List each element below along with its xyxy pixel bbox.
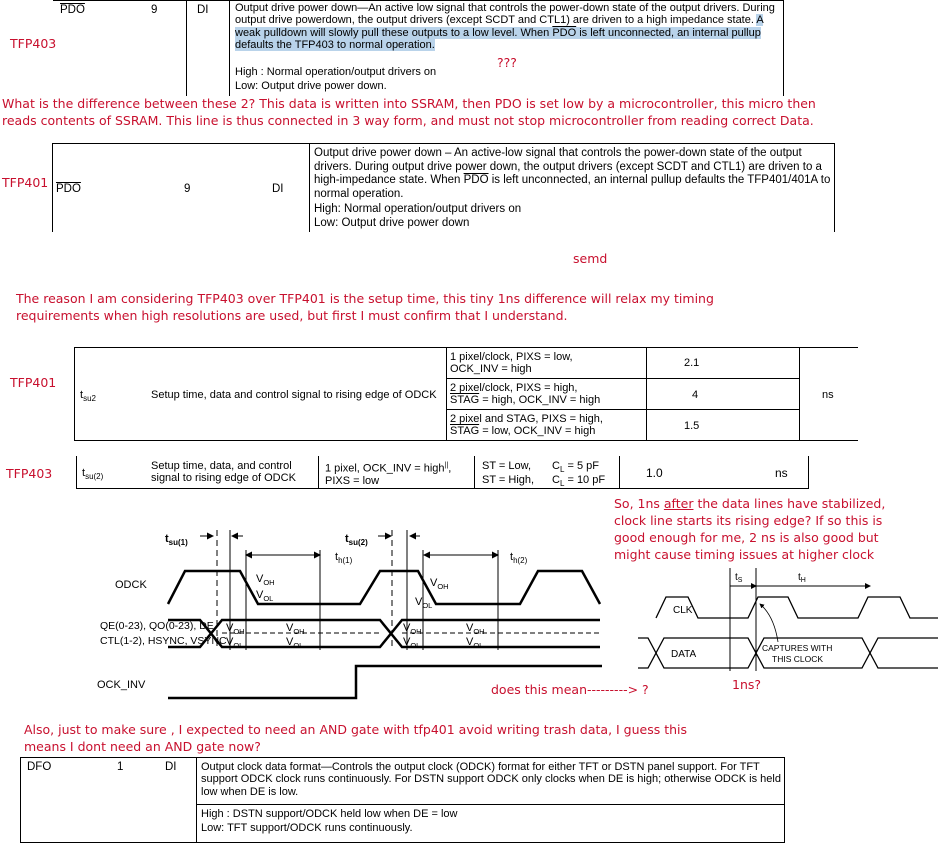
data-label: DATA xyxy=(671,649,697,660)
annotation-reason: The reason I am considering TFP403 over TFP401 is the setup time, this tiny 1ns difference will relax my timing requirements when high resolutions are used, but first I must confirm that I understand. xyxy=(16,291,714,323)
tsu403-unit: ns xyxy=(775,466,788,480)
pdo403-type: DI xyxy=(197,4,209,16)
dfo-name: DFO xyxy=(27,761,52,773)
annotation-so-question: So, 1ns after the data lines have stabilized, clock line starts its rising edge? If so this is good enough for me, 2 ns is also good but might cause timing issues at higher clock xyxy=(614,496,886,562)
annotation-semd: semd xyxy=(573,251,608,266)
data-line1-label: QE(0-23), QO(0-23), DE xyxy=(100,620,214,632)
tsu401-val2: 4 xyxy=(692,389,699,401)
tsu401-symbol: $t_{su2}$ xyxy=(80,389,96,404)
svg-text:VOH: $V_{OH}$ xyxy=(226,622,245,636)
svg-text:CAPTURES WITH: CAPTURES WITH xyxy=(762,643,833,653)
tsu401-cond3: 2 pixel and STAG, PIXS = high, STAG = low, OCK_INV = high xyxy=(450,413,603,438)
data-line2-label: CTL(1-2), HSYNC, VSYNC xyxy=(100,635,227,647)
tsu1-label: $t_{su(1)}$ xyxy=(165,533,188,547)
svg-text:VOL: $V_{OL}$ xyxy=(226,636,244,650)
svg-text:VOH: $V_{OH}$ xyxy=(403,622,422,636)
tsu403-symbol: $t_{su(2)}$ xyxy=(82,467,104,482)
tsu401-cond1: 1 pixel/clock, PIXS = low, OCK_INV = high xyxy=(450,351,573,376)
pdo401-description: Output drive power down – An active-low signal that controls the power-down state of the output drivers. During output drive power down, the output drivers (except SCDT and CTL1) are driven to a high-impedance state. When $\overline{PDO}$ is left unconnected, an internal pullup defaults the TFP401/401A to normal operation. xyxy=(314,147,831,200)
tfp401-label-setup: TFP401 xyxy=(10,375,57,390)
pdo403-description: Output drive power down—An active low signal that controls the power-down state of the output drivers. During output drive powerdown, the output drivers (except SCDT and CTL1) are driven to a high impedance state. A weak pulldown will slowly pull these outputs to a low level. When $\overline{PDO}$ is left unconnected, an internal pullup defaults the TFP403 to normal operation. xyxy=(235,2,775,52)
tsu2-label: $t_{su(2)}$ xyxy=(345,533,368,547)
th2-label: $t_{h(2)}$ xyxy=(510,551,528,565)
pdo401-pin: 9 xyxy=(184,183,191,195)
annotation-and-gate-question: Also, just to make sure , I expected to need an AND gate with tfp401 avoid writing trash data, I guess this means I dont need an AND gate now? xyxy=(24,722,688,754)
svg-text:VOL: $V_{OL}$ xyxy=(415,596,433,610)
svg-text:tS: $t_S$ xyxy=(735,572,743,584)
dfo-type: DI xyxy=(165,761,177,773)
tsu403-st-low: ST = Low, xyxy=(482,460,532,472)
pdo403-name: $\overline{PDO}$ xyxy=(60,4,85,16)
tsu403-cl-10pf: $C_L = 10$ pF xyxy=(552,474,606,489)
pdo401-low: Low: Output drive power down xyxy=(314,217,470,229)
svg-text:VOH: $V_{OH}$ xyxy=(286,622,305,636)
tsu403-value: 1.0 xyxy=(646,466,663,480)
tsu401-val1: 2.1 xyxy=(684,357,700,369)
svg-text:VOL: $V_{OL}$ xyxy=(286,636,304,650)
tsu401-unit: ns xyxy=(822,389,834,401)
svg-text:VOH: $V_{OH}$ xyxy=(256,573,275,587)
annotation-1ns-question: 1ns? xyxy=(732,677,762,692)
dfo-pin: 1 xyxy=(117,761,124,773)
tsu403-condition: 1 pixel, OCK_INV = high||, PIXS = low xyxy=(325,462,452,488)
clk-label: CLK xyxy=(673,605,693,616)
ock-inv-label: OCK_INV xyxy=(97,679,146,691)
pdo401-type: DI xyxy=(272,183,284,195)
pdo403-low: Low: Output drive power down. xyxy=(235,80,387,92)
tfp403-label-top: TFP403 xyxy=(10,36,57,51)
dfo-high: High : DSTN support/ODCK held low when DE = low xyxy=(201,808,458,820)
svg-text:VOL: $V_{OL}$ xyxy=(466,636,484,650)
dfo-low: Low: TFT support/ODCK runs continuously. xyxy=(201,822,413,834)
tsu403-st-high: ST = High, xyxy=(482,474,535,486)
svg-text:VOL: $V_{OL}$ xyxy=(256,589,274,603)
tfp403-label-setup: TFP403 xyxy=(6,466,53,481)
tsu401-parameter: Setup time, data and control signal to rising edge of ODCK xyxy=(151,389,437,401)
pdo403-pin: 9 xyxy=(151,4,158,16)
tsu403-parameter: Setup time, data, and control signal to rising edge of ODCK xyxy=(151,460,296,485)
annotation-difference-question: What is the difference between these 2? This data is written into SSRAM, then PDO is set low by a microcontroller, this micro then reads contents of SSRAM. This line is thus connected in 3 way form, and must not stop microcontroller from reading correct Data. xyxy=(2,96,816,128)
svg-text:THIS CLOCK: THIS CLOCK xyxy=(772,654,824,664)
tsu403-cl-5pf: $C_L = 5$ pF xyxy=(552,460,599,475)
pdo403-highlight: A weak pulldown will slowly pull these outputs to a low level. When $\overline{PDO}$ is left unconnected, an internal pullup defaults the TFP403 to normal operation. xyxy=(235,14,764,52)
svg-text:VOL: $V_{OL}$ xyxy=(403,636,421,650)
tfp401-label-mid: TFP401 xyxy=(2,175,49,190)
annotation-does-this-mean: does this mean---------> ? xyxy=(491,682,649,697)
th1-label: $t_{h(1)}$ xyxy=(335,551,353,565)
odck-label: ODCK xyxy=(115,579,147,591)
svg-text:VOH: $V_{OH}$ xyxy=(466,622,485,636)
clk-data-diagram xyxy=(638,566,938,691)
pdo403-high: High : Normal operation/output drivers on xyxy=(235,66,437,78)
svg-text:VOH: $V_{OH}$ xyxy=(430,577,449,591)
tsu401-cond2: 2 pixel/clock, PIXS = high, STAG = high, OCK_INV = high xyxy=(450,382,601,407)
pdo401-high: High: Normal operation/output drivers on xyxy=(314,203,522,215)
svg-text:tH: $t_H$ xyxy=(798,572,806,584)
dfo-description: Output clock data format—Controls the output clock (ODCK) format for either TFT or DSTN panel support. For TFT support ODCK clock runs continuously. For DSTN support ODCK only clocks when DE is high; otherwise ODCK is held low when DE is low. xyxy=(201,761,781,798)
tsu401-val3: 1.5 xyxy=(684,420,700,432)
pdo401-name: $\overline{PDO}$ xyxy=(56,183,81,195)
question-marks: ??? xyxy=(497,55,517,70)
